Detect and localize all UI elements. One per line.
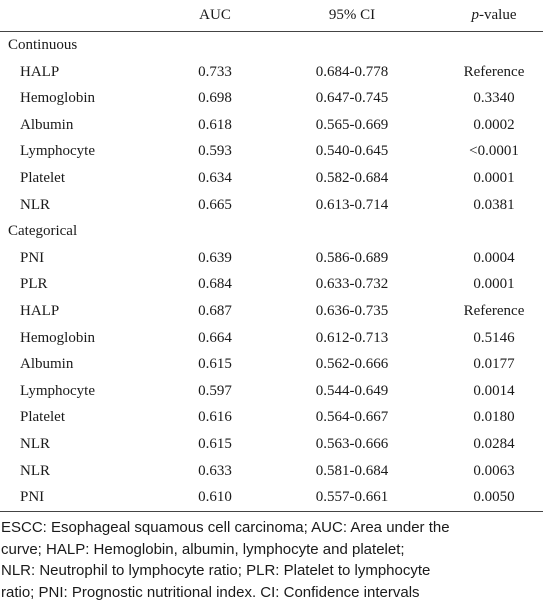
row-auc-value: 0.664: [198, 329, 232, 346]
header-auc: AUC: [199, 7, 231, 23]
table-row: [0, 351, 543, 378]
row-auc-value: 0.639: [198, 249, 232, 266]
row-auc-value: 0.618: [198, 116, 232, 133]
row-variable-name: Platelet: [20, 169, 65, 186]
table-row: [0, 431, 543, 458]
row-variable-name: Platelet: [20, 409, 65, 426]
section-header-row: [0, 218, 543, 245]
row-auc-value: 0.634: [198, 169, 232, 186]
table-row: [0, 59, 543, 86]
row-ci-value: 0.564-0.667: [315, 409, 389, 426]
row-p-value: 0.0180: [473, 409, 515, 426]
row-p-value: 0.0004: [473, 249, 515, 266]
row-auc-value: 0.633: [198, 462, 232, 479]
table-row: [0, 245, 543, 272]
row-p-value: 0.5146: [473, 329, 515, 346]
table-row: [0, 378, 543, 405]
table-row: [0, 484, 543, 511]
table-row: [0, 404, 543, 431]
section-label: Categorical: [8, 223, 78, 240]
table-row: [0, 165, 543, 192]
row-p-value: 0.0002: [473, 116, 515, 133]
table-footnote: [0, 517, 543, 603]
footnote-line: ESCC: Esophageal squamous cell carcinoma; AUC: Area under the: [1, 519, 450, 536]
row-variable-name: PLR: [20, 276, 48, 293]
row-ci-value: 0.647-0.745: [315, 90, 389, 107]
table-row: [0, 271, 543, 298]
row-variable-name: Hemoglobin: [20, 90, 95, 107]
row-p-value: 0.3340: [473, 90, 515, 107]
table-header-row: [0, 0, 543, 31]
header-p-italic: p: [471, 7, 479, 23]
section-header-row: [0, 32, 543, 59]
header-p-rest: -value: [479, 7, 517, 23]
footnote-line: NLR: Neutrophil to lymphocyte ratio; PLR: Platelet to lymphocyte: [1, 562, 431, 579]
row-variable-name: Lymphocyte: [20, 143, 95, 160]
row-ci-value: 0.586-0.689: [315, 249, 389, 266]
section-label: Continuous: [8, 37, 78, 53]
row-variable-name: NLR: [20, 462, 50, 479]
row-ci-value: 0.582-0.684: [315, 169, 389, 186]
header-ci: 95% CI: [328, 7, 376, 23]
row-p-value: 0.0050: [473, 489, 515, 506]
row-ci-value: 0.613-0.714: [315, 196, 389, 213]
row-ci-value: 0.633-0.732: [315, 276, 389, 293]
row-ci-value: 0.684-0.778: [315, 63, 389, 80]
table-row: [0, 85, 543, 112]
row-p-value: Reference: [463, 63, 525, 80]
row-p-value: Reference: [463, 302, 525, 319]
row-p-value: 0.0001: [473, 276, 515, 293]
row-ci-value: 0.636-0.735: [315, 302, 389, 319]
bottom-rule: [0, 511, 543, 512]
row-auc-value: 0.610: [198, 489, 232, 506]
row-auc-value: 0.684: [198, 276, 232, 293]
row-variable-name: PNI: [20, 489, 45, 506]
row-auc-value: 0.687: [198, 302, 232, 319]
row-variable-name: HALP: [20, 63, 60, 80]
row-auc-value: 0.616: [198, 409, 232, 426]
table-row: [0, 112, 543, 139]
row-auc-value: 0.597: [198, 382, 232, 399]
row-auc-value: 0.665: [198, 196, 232, 213]
table-row: [0, 325, 543, 352]
row-ci-value: 0.581-0.684: [315, 462, 389, 479]
row-p-value: 0.0014: [473, 382, 515, 399]
table-row: [0, 458, 543, 485]
header-p-value: [452, 0, 536, 31]
row-variable-name: HALP: [20, 302, 60, 319]
row-p-value: 0.0177: [473, 356, 515, 373]
row-auc-value: 0.733: [198, 63, 232, 80]
row-variable-name: Albumin: [20, 116, 74, 133]
table-row: [0, 138, 543, 165]
row-p-value: 0.0381: [473, 196, 515, 213]
row-p-value: 0.0063: [473, 462, 515, 479]
footnote-line: ratio; PNI: Prognostic nutritional index. CI: Confidence intervals: [1, 583, 420, 601]
row-p-value: 0.0001: [473, 169, 515, 186]
row-auc-value: 0.615: [198, 435, 232, 452]
footnote-line: curve; HALP: Hemoglobin, albumin, lymphocyte and platelet;: [1, 540, 405, 558]
row-ci-value: 0.540-0.645: [315, 143, 389, 160]
row-p-value: 0.0284: [473, 435, 515, 452]
row-ci-value: 0.563-0.666: [315, 435, 389, 452]
table-row: [0, 298, 543, 325]
row-ci-value: 0.557-0.661: [315, 489, 389, 506]
row-ci-value: 0.544-0.649: [315, 382, 389, 399]
row-variable-name: Albumin: [20, 356, 74, 373]
table-body: [0, 32, 543, 511]
row-variable-name: NLR: [20, 196, 50, 213]
row-ci-value: 0.562-0.666: [315, 356, 389, 373]
row-variable-name: Hemoglobin: [20, 329, 95, 346]
row-auc-value: 0.615: [198, 356, 232, 373]
row-auc-value: 0.593: [198, 143, 232, 160]
row-variable-name: PNI: [20, 249, 45, 266]
table-row: [0, 192, 543, 219]
row-ci-value: 0.612-0.713: [315, 329, 389, 346]
row-variable-name: NLR: [20, 435, 50, 452]
row-ci-value: 0.565-0.669: [315, 116, 389, 133]
row-variable-name: Lymphocyte: [20, 382, 95, 399]
row-p-value: <0.0001: [469, 143, 519, 160]
row-auc-value: 0.698: [198, 90, 232, 107]
